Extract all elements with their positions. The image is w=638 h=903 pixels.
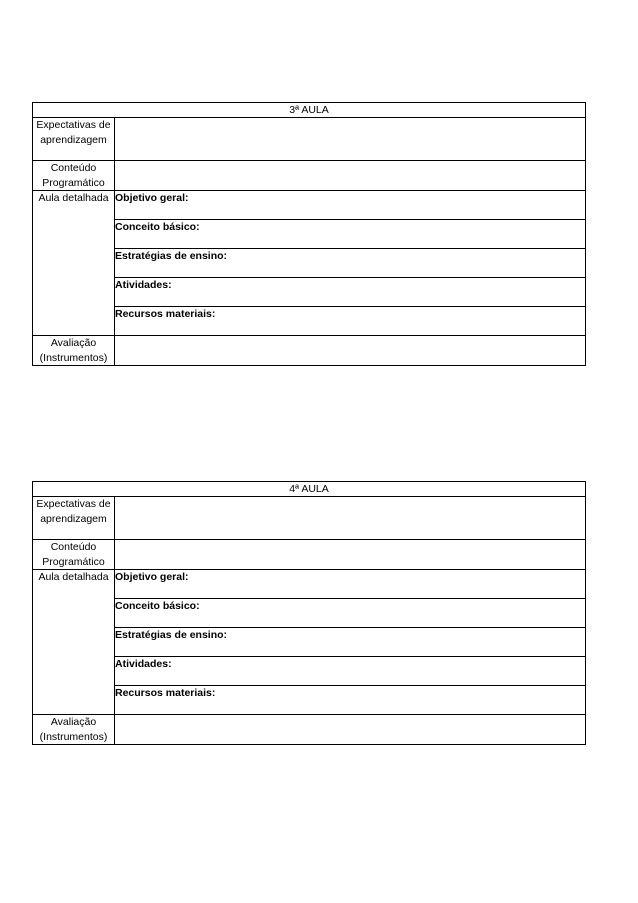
- objetivo-geral-field[interactable]: Objetivo geral:: [115, 570, 586, 599]
- aula-detalhada-label: Aula detalhada: [33, 191, 115, 336]
- objetivo-geral-field[interactable]: Objetivo geral:: [115, 191, 586, 220]
- avaliacao-cell[interactable]: [115, 336, 586, 366]
- atividades-field[interactable]: Atividades:: [115, 657, 586, 686]
- lesson-table-3: [32, 102, 586, 366]
- recursos-field[interactable]: Recursos materiais:: [115, 686, 586, 715]
- lesson-title: 4ª AULA: [33, 482, 586, 497]
- expectativas-label: Expectativas de aprendizagem: [33, 497, 115, 540]
- lesson-title: 3ª AULA: [33, 103, 586, 118]
- conteudo-cell[interactable]: [115, 161, 586, 191]
- conteudo-label: Conteúdo Programático: [33, 540, 115, 570]
- atividades-field[interactable]: Atividades:: [115, 278, 586, 307]
- avaliacao-label: Avaliação (Instrumentos): [33, 336, 115, 366]
- expectativas-label: Expectativas de aprendizagem: [33, 118, 115, 161]
- estrategias-field[interactable]: Estratégias de ensino:: [115, 249, 586, 278]
- lesson-table-4: [32, 481, 586, 745]
- avaliacao-cell[interactable]: [115, 715, 586, 745]
- expectativas-cell[interactable]: [115, 497, 586, 540]
- conteudo-label: Conteúdo Programático: [33, 161, 115, 191]
- avaliacao-label: Avaliação (Instrumentos): [33, 715, 115, 745]
- estrategias-field[interactable]: Estratégias de ensino:: [115, 628, 586, 657]
- expectativas-cell[interactable]: [115, 118, 586, 161]
- conceito-basico-field[interactable]: Conceito básico:: [115, 599, 586, 628]
- conteudo-cell[interactable]: [115, 540, 586, 570]
- recursos-field[interactable]: Recursos materiais:: [115, 307, 586, 336]
- aula-detalhada-label: Aula detalhada: [33, 570, 115, 715]
- conceito-basico-field[interactable]: Conceito básico:: [115, 220, 586, 249]
